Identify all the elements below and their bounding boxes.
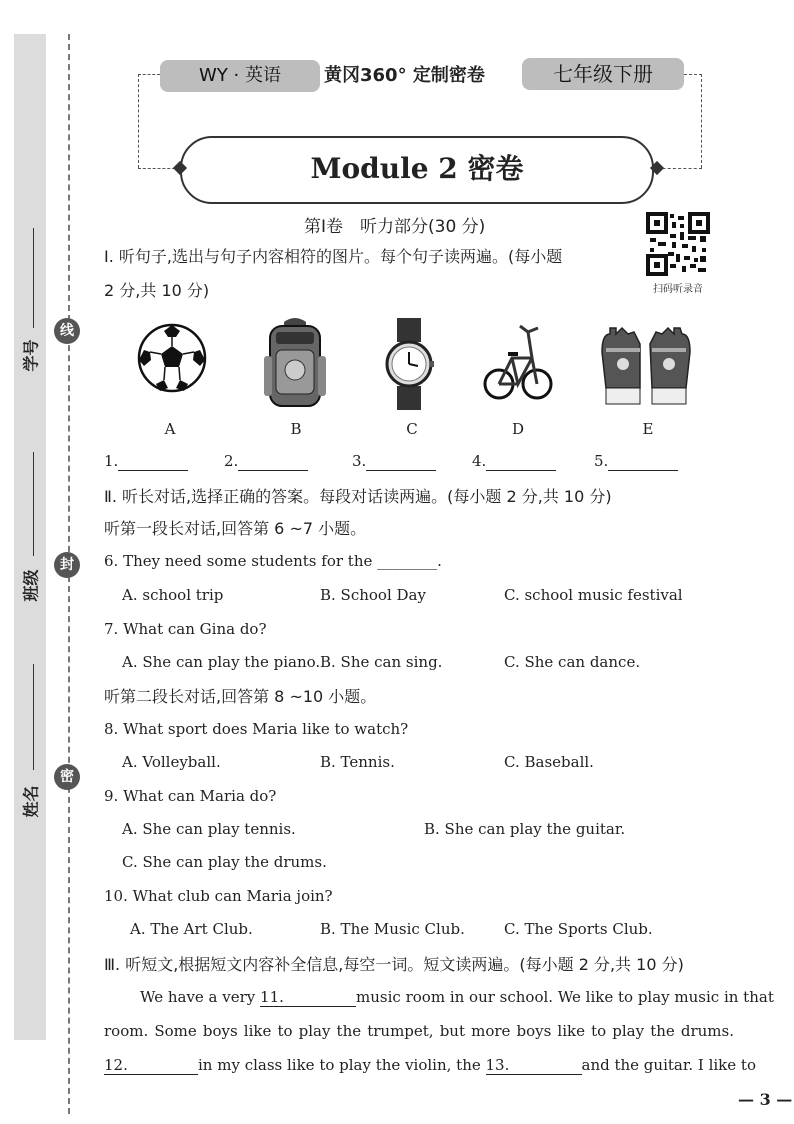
seal-mark-dense: 密 <box>54 764 80 790</box>
bicycle-icon <box>482 318 554 410</box>
class-label: 班级 <box>21 569 41 602</box>
answer-blank-2[interactable] <box>224 452 308 471</box>
passage-text: We have a very <box>140 988 261 1006</box>
option-8c[interactable]: C. Baseball. <box>504 753 594 771</box>
answer-blank-1[interactable] <box>104 452 188 471</box>
section-title: 第Ⅰ卷 听力部分(30 分) <box>304 217 486 237</box>
seal-mark-seal: 封 <box>54 552 80 578</box>
subject-pill: WY · 英语 <box>160 60 320 92</box>
answer-blank-11[interactable] <box>260 988 356 1007</box>
passage-text: music room in our school. We like to play music in that <box>356 988 774 1006</box>
deco-dash <box>684 74 702 75</box>
blank-line[interactable] <box>486 452 556 471</box>
backpack-icon <box>262 316 328 412</box>
passage-line-1 <box>140 988 774 1007</box>
name-line <box>33 664 34 770</box>
passage-text: in my class like to play the violin, the <box>198 1056 486 1074</box>
option-10a[interactable]: A. The Art Club. <box>130 920 253 938</box>
option-6b[interactable]: B. School Day <box>320 586 426 604</box>
qr-code-icon[interactable] <box>646 212 710 276</box>
blank-line[interactable] <box>118 452 188 471</box>
blank-number: 4. <box>472 452 487 470</box>
passage-line-2: room. Some boys like to play the trumpet, but more boys like to play the drums. <box>104 1022 734 1040</box>
option-10b[interactable]: B. The Music Club. <box>320 920 465 938</box>
question-9: 9. What can Maria do? <box>104 787 277 805</box>
soccer-ball-icon <box>136 322 208 394</box>
page-number: — 3 — <box>738 1090 793 1109</box>
part1-instruction: Ⅰ. 听句子,选出与句子内容相符的图片。每个句子读两遍。(每小题 <box>104 247 563 266</box>
option-9c[interactable]: C. She can play the drums. <box>122 853 327 871</box>
picture-label: D <box>511 420 525 438</box>
grade-pill: 七年级下册 <box>522 58 684 90</box>
option-7a[interactable]: A. She can play the piano. <box>122 653 321 671</box>
part2-instruction: Ⅱ. 听长对话,选择正确的答案。每段对话读两遍。(每小题 2 分,共 10 分) <box>104 487 612 506</box>
blank-number: 11. <box>260 988 284 1006</box>
dialog1-note: 听第一段长对话,回答第 6 ~7 小题。 <box>104 519 367 538</box>
series-title: 黄冈360° 定制密卷 <box>324 65 485 86</box>
option-7c[interactable]: C. She can dance. <box>504 653 641 671</box>
passage-text: and the guitar. I like to <box>581 1056 756 1074</box>
option-9a[interactable]: A. She can play tennis. <box>122 820 296 838</box>
seal-mark-line: 线 <box>54 318 80 344</box>
part1-instruction-cont: 2 分,共 10 分) <box>104 281 210 300</box>
answer-blank-3[interactable] <box>352 452 436 471</box>
option-6c[interactable]: C. school music festival <box>504 586 683 604</box>
option-8a[interactable]: A. Volleyball. <box>122 753 221 771</box>
question-6: 6. They need some students for the ________. <box>104 552 442 570</box>
binding-strip <box>14 34 46 1040</box>
class-line <box>33 452 34 556</box>
blank-number: 3. <box>352 452 367 470</box>
passage-line-3 <box>104 1056 756 1075</box>
blank-number: 13. <box>485 1056 510 1074</box>
option-8b[interactable]: B. Tennis. <box>320 753 395 771</box>
picture-label: A <box>164 420 176 438</box>
blank-number: 2. <box>224 452 239 470</box>
answer-blank-12[interactable] <box>104 1056 198 1075</box>
page-title: Module 2 密卷 <box>180 136 654 204</box>
name-label: 姓名 <box>21 785 41 818</box>
qr-caption: 扫码听录音 <box>653 284 703 295</box>
gloves-icon <box>598 324 694 408</box>
deco-dash <box>701 74 702 168</box>
option-6a[interactable]: A. school trip <box>122 586 224 604</box>
question-7: 7. What can Gina do? <box>104 620 267 638</box>
option-10c[interactable]: C. The Sports Club. <box>504 920 653 938</box>
picture-label: C <box>406 420 418 438</box>
blank-line[interactable] <box>608 452 678 471</box>
deco-dash <box>138 74 139 168</box>
blank-number: 12. <box>104 1056 128 1074</box>
student-id-label: 学号 <box>21 339 41 372</box>
question-10: 10. What club can Maria join? <box>104 887 333 905</box>
answer-blank-4[interactable] <box>472 452 556 471</box>
option-7b[interactable]: B. She can sing. <box>320 653 443 671</box>
option-9b[interactable]: B. She can play the guitar. <box>424 820 626 838</box>
question-8: 8. What sport does Maria like to watch? <box>104 720 409 738</box>
picture-label: B <box>290 420 302 438</box>
watch-icon <box>384 318 434 410</box>
blank-number: 5. <box>594 452 609 470</box>
blank-line[interactable] <box>238 452 308 471</box>
deco-dash <box>138 74 160 75</box>
dialog2-note: 听第二段长对话,回答第 8 ~10 小题。 <box>104 687 377 706</box>
blank-number: 1. <box>104 452 119 470</box>
picture-label: E <box>642 420 654 438</box>
student-id-line <box>33 228 34 328</box>
blank-line[interactable] <box>366 452 436 471</box>
answer-blank-13[interactable] <box>486 1056 582 1075</box>
answer-blank-5[interactable] <box>594 452 678 471</box>
part3-instruction: Ⅲ. 听短文,根据短文内容补全信息,每空一词。短文读两遍。(每小题 2 分,共 10 分) <box>104 955 684 974</box>
